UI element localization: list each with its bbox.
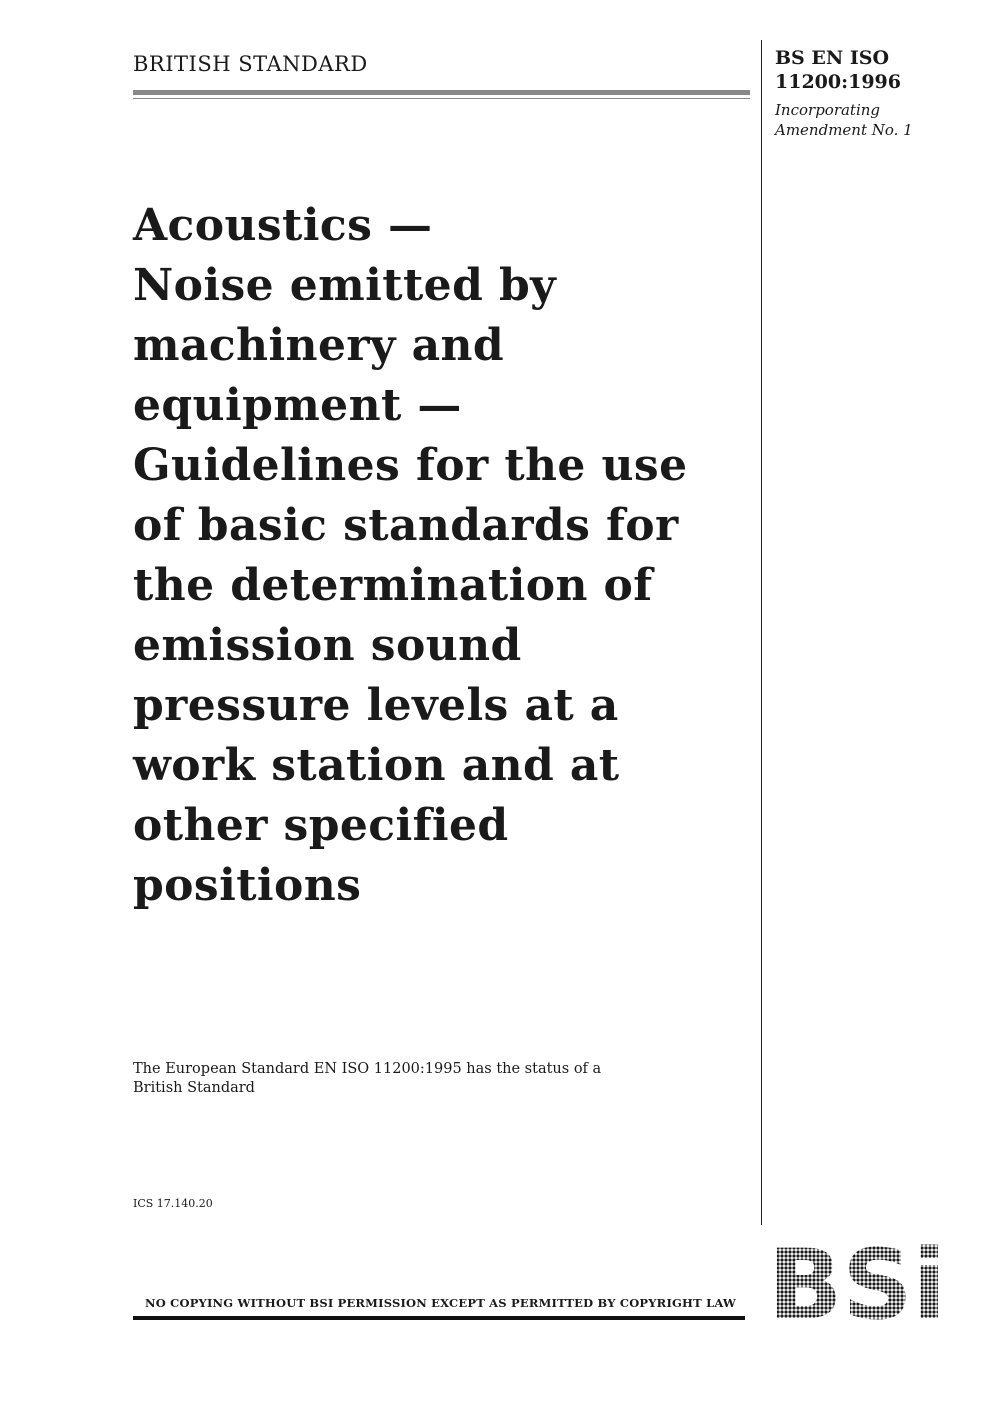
- title-line: Noise emitted by: [133, 260, 557, 311]
- title-line: pressure levels at a: [133, 680, 619, 731]
- title-line: Guidelines for the use: [133, 440, 688, 491]
- title-line: emission sound: [133, 620, 522, 671]
- footer-rule: [133, 1316, 745, 1320]
- bsi-logo: [768, 1242, 946, 1322]
- title-line: of basic standards for: [133, 500, 679, 551]
- copyright-notice: NO COPYING WITHOUT BSI PERMISSION EXCEPT AS PERMITTED BY COPYRIGHT LAW: [145, 1296, 737, 1310]
- amendment-note-line1: Incorporating: [775, 101, 881, 119]
- vertical-divider: [761, 40, 762, 1225]
- status-note-line2: British Standard: [133, 1080, 255, 1096]
- header-rule-thin: [133, 98, 750, 99]
- standard-number-line1: BS EN ISO: [775, 47, 890, 69]
- title-line: work station and at: [133, 740, 620, 791]
- amendment-note-line2: Amendment No. 1: [775, 121, 913, 139]
- status-note: [133, 1060, 693, 1098]
- title-line: Acoustics —: [133, 200, 433, 251]
- bsi-logo-icon: [768, 1242, 946, 1322]
- document-title: [133, 196, 733, 916]
- title-line: other specified: [133, 800, 509, 851]
- title-line: equipment —: [133, 380, 462, 431]
- amendment-note: [775, 100, 913, 140]
- title-line: machinery and: [133, 320, 505, 371]
- series-label: BRITISH STANDARD: [133, 52, 368, 76]
- header-rule-thick: [133, 90, 750, 95]
- standard-number: [775, 46, 901, 94]
- standard-number-line2: 11200:1996: [775, 71, 901, 93]
- ics-code: ICS 17.140.20: [133, 1197, 213, 1210]
- title-line: positions: [133, 860, 362, 911]
- status-note-line1: The European Standard EN ISO 11200:1995 has the status of a: [133, 1061, 602, 1077]
- title-line: the determination of: [133, 560, 653, 611]
